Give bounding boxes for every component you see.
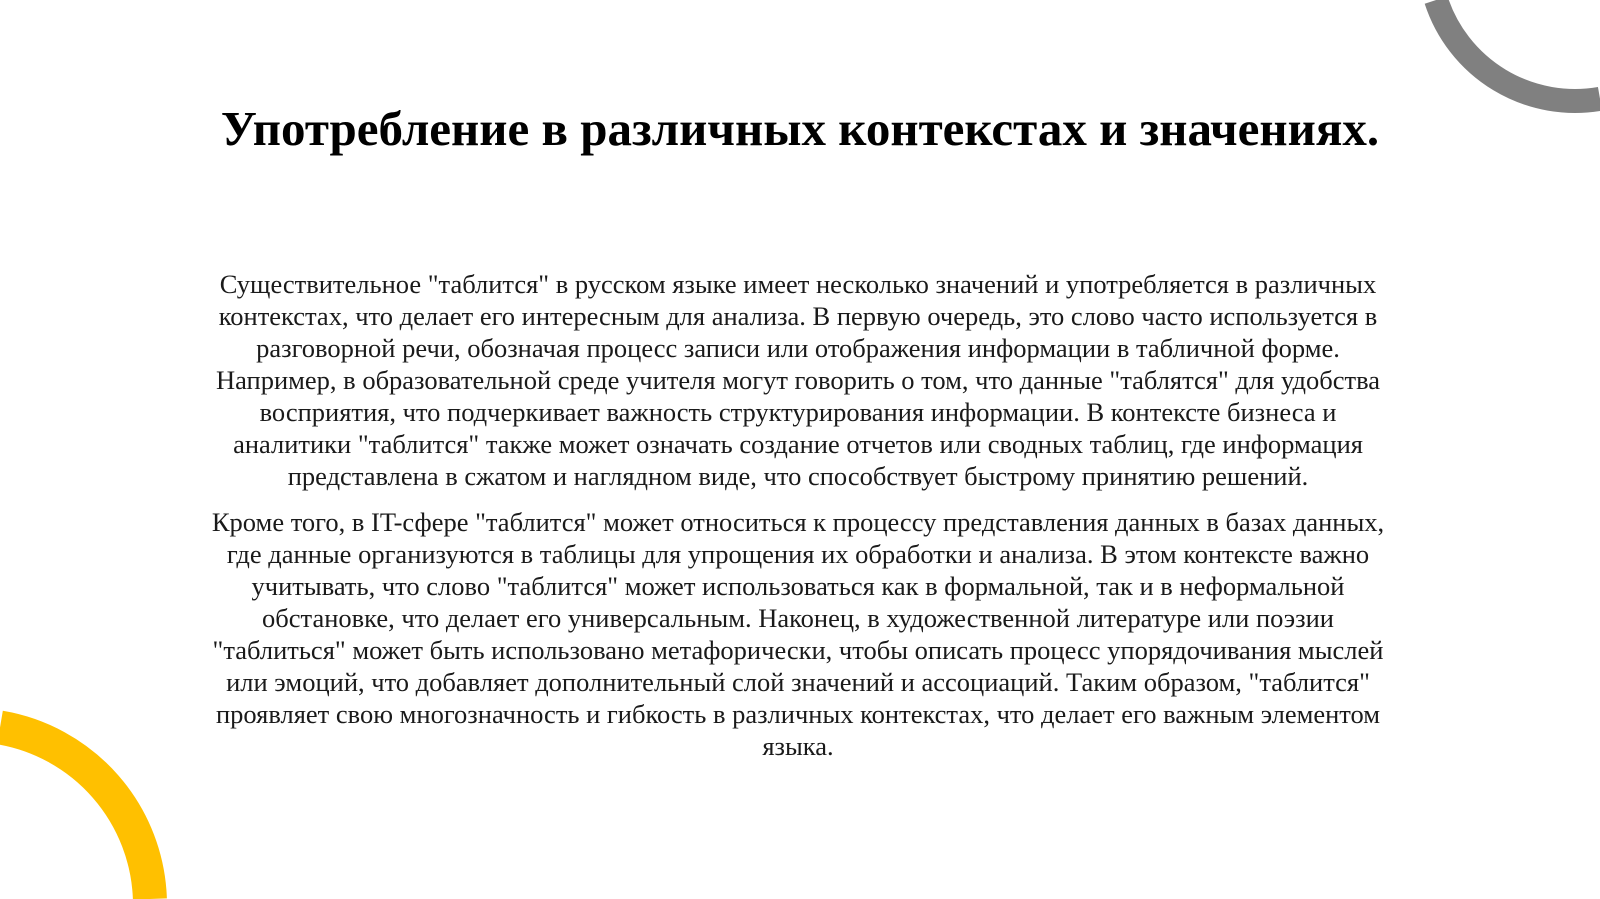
text-line: проявляет свою многозначность и гибкость в различных контекстах, что делает его важным элементом bbox=[215, 699, 1381, 729]
text-line: контекстах, что делает его интересным для анализа. В первую очередь, это слово часто используется в bbox=[218, 301, 1378, 331]
text-line: учитывать, что слово "таблится" может использоваться как в формальной, так и в неформальной bbox=[251, 571, 1345, 601]
slide-title: Употребление в различных контекстах и значениях. bbox=[220, 101, 1380, 156]
paragraph-2 bbox=[0, 506, 1596, 762]
text-line: или эмоций, что добавляет дополнительный слой значений и ассоциаций. Таким образом, "таблится" bbox=[226, 667, 1370, 697]
paragraph-1 bbox=[0, 268, 1596, 492]
text-line: "таблиться" может быть использовано метафорически, чтобы описать процесс упорядочивания мыслей bbox=[212, 635, 1384, 665]
text-line: Существительное "таблится" в русском языке имеет несколько значений и употребляется в различных bbox=[219, 269, 1377, 299]
text-line: языка. bbox=[762, 731, 834, 761]
text-line: Например, в образовательной среде учителя могут говорить о том, что данные "таблятся" для удобства bbox=[215, 365, 1381, 395]
text-line: разговорной речи, обозначая процесс записи или отображения информации в табличной форме. bbox=[256, 333, 1340, 363]
text-line: представлена в сжатом и наглядном виде, что способствует быстрому принятию решений. bbox=[287, 461, 1309, 491]
text-line: восприятия, что подчеркивает важность структурирования информации. В контексте бизнеса и bbox=[259, 397, 1337, 427]
text-line: обстановке, что делает его универсальным. Наконец, в художественной литературе или поэзии bbox=[262, 603, 1334, 633]
gray-arc-decoration bbox=[1436, 0, 1600, 101]
text-line: Кроме того, в IT-сфере "таблится" может относиться к процессу представления данных в базах данных, bbox=[211, 507, 1385, 537]
text-line: где данные организуются в таблицы для упрощения их обработки и анализа. В этом контексте важно bbox=[226, 539, 1370, 569]
text-line: аналитики "таблится" также может означать создание отчетов или сводных таблиц, где информация bbox=[233, 429, 1363, 459]
